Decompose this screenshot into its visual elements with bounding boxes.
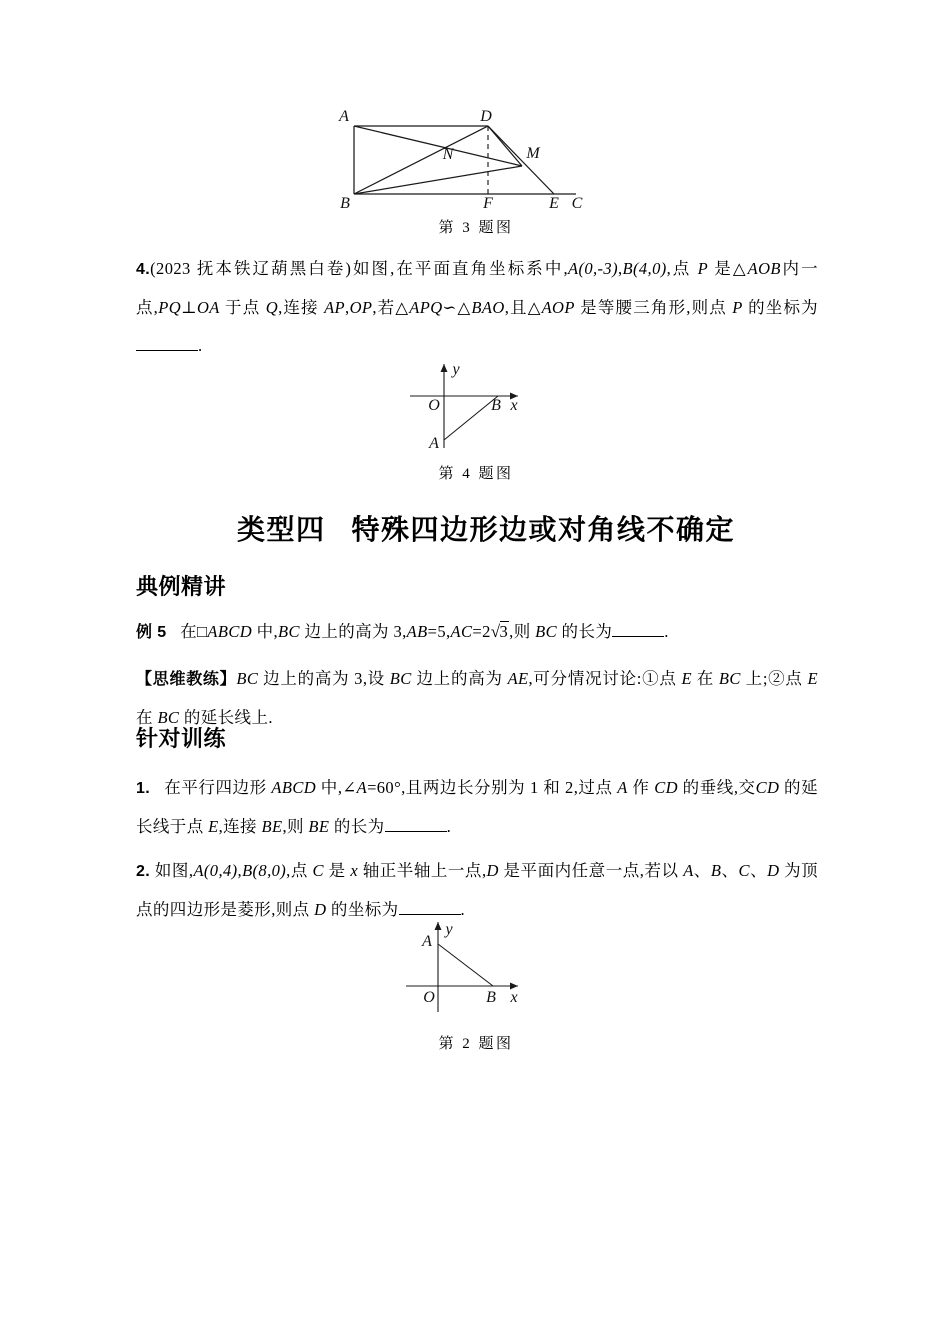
problem-1-ti: ,则: [282, 817, 309, 836]
example-5-radical: √3: [490, 622, 509, 641]
problem-4-line1b: 是△: [708, 259, 748, 278]
problem-2-c2: C: [738, 861, 750, 880]
problem-1-th: ,连接: [218, 817, 262, 836]
problem-2-a: A: [683, 861, 694, 880]
coach-j: 上;: [740, 669, 768, 688]
problem-4-text: [136, 250, 818, 365]
figure-2-label-A: A: [422, 933, 432, 950]
coach-n: BC: [157, 708, 180, 727]
problem-2-ta: 如图,: [154, 861, 194, 880]
figure-2-label-B: B: [486, 989, 496, 1006]
problem-4-line2c: ,连接: [278, 298, 325, 317]
figure-4-label-O: O: [428, 397, 440, 414]
coach-e: AE: [507, 669, 529, 688]
example-5-eq2: =2: [472, 622, 491, 641]
problem-4-line2f: 是等腰三角形,则: [574, 298, 710, 317]
problem-2-tc: 是: [323, 861, 351, 880]
problem-1-be2: BE: [308, 817, 330, 836]
problem-2-period: .: [460, 900, 466, 919]
figure-4-label-y: y: [452, 361, 460, 378]
figure-4-caption: 第 4 题图: [438, 466, 514, 482]
example-5-radicand: 3: [499, 622, 509, 641]
coach-h: 在: [691, 669, 719, 688]
figure-2-svg: [386, 912, 566, 1024]
problem-1-be1: BE: [261, 817, 283, 836]
problem-2-tb: ,点: [286, 861, 313, 880]
problem-4-aop: AOP: [541, 298, 575, 317]
problem-1-tj: 的长为: [329, 817, 385, 836]
problem-2-tk: 的坐标为: [326, 900, 399, 919]
problem-4-apq: APQ: [409, 298, 443, 317]
figure-3-label-M: M: [526, 145, 540, 162]
problem-1-tg: 的延长线于点: [136, 778, 818, 836]
problem-1-text: [136, 769, 818, 846]
figure-3: [136, 104, 816, 237]
problem-4-period: .: [198, 336, 203, 355]
problem-2-point-a: A(0,4): [193, 861, 238, 880]
figure-4-label-B: B: [491, 397, 501, 414]
figure-3-svg: [326, 104, 626, 214]
problem-4-pq: PQ: [158, 298, 182, 317]
problem-4-sep1: ,: [617, 259, 623, 278]
problem-4-oa: OA: [196, 298, 220, 317]
figure-2-label-O: O: [423, 989, 435, 1006]
example-5-text-e: 的长为: [557, 622, 613, 641]
example-5-answer-blank[interactable]: [612, 636, 664, 637]
figure-4-label-A: A: [429, 435, 439, 452]
problem-4-sep2: ,点: [666, 259, 698, 278]
problem-2-point-b: B(8,0): [242, 861, 287, 880]
figure-3-label-D: D: [480, 108, 492, 125]
problem-4-answer-blank[interactable]: [136, 350, 198, 351]
problem-1-answer-blank[interactable]: [385, 831, 447, 832]
problem-2-d: D: [486, 861, 499, 880]
problem-1-td: 作: [627, 778, 655, 797]
coach-m: 在: [136, 708, 158, 727]
problem-4-line2d: ,若△: [372, 298, 410, 317]
figure-2-label-y: y: [445, 921, 453, 938]
problem-1-cd2: CD: [755, 778, 780, 797]
zhendui-section: [136, 722, 818, 929]
problem-2-c: C: [312, 861, 324, 880]
problem-2-b: B: [710, 861, 722, 880]
problem-4-number: 4.: [136, 261, 151, 278]
example-5-text-d: ,则: [509, 622, 536, 641]
type-heading-label: 类型四: [236, 514, 326, 545]
problem-4-q-label: Q: [265, 298, 279, 317]
problem-2-sep1: ,: [237, 861, 243, 880]
problem-2-td: 轴正半轴上一点,: [358, 861, 487, 880]
example-5-text: [136, 613, 818, 652]
dianli-section: [136, 570, 818, 737]
problem-4: [136, 250, 818, 365]
coach-c: BC: [389, 669, 412, 688]
problem-1-te: 的垂线,交: [677, 778, 756, 797]
problem-2-d3: D: [314, 900, 327, 919]
type-heading-title: 特殊四边形边或对角线不确定: [351, 514, 736, 545]
problem-4-point-a: A(0,-3): [567, 259, 618, 278]
coach-f: ,可分情况讨论:①点: [528, 669, 682, 688]
coach-i: BC: [718, 669, 741, 688]
figure-2: [136, 912, 816, 1053]
problem-4-p2-label: P: [732, 298, 743, 317]
example-5-abcd: ABCD: [207, 622, 253, 641]
problem-2-tg: 、: [721, 861, 739, 880]
coach-o: 的延长线上.: [179, 708, 273, 727]
example-5-period: .: [664, 622, 669, 641]
problem-1-tb: 中,∠: [316, 778, 357, 797]
type-heading: [136, 508, 816, 548]
problem-1-tc: =60°,且两边长分别为 1 和 2,过点: [367, 778, 618, 797]
coach-k: ②点: [767, 669, 808, 688]
problem-1-period: .: [446, 817, 452, 836]
example-5-bc1: BC: [278, 622, 300, 641]
zhendui-heading: 针对训练: [136, 726, 227, 751]
example-5-eq1: =5,: [427, 622, 451, 641]
figure-3-label-C: C: [571, 195, 583, 212]
problem-1-abcd: ABCD: [271, 778, 317, 797]
type-heading-row: [136, 508, 816, 548]
problem-4-source: (2023 抚本铁辽葫黑白卷): [150, 259, 352, 278]
example-5-ac: AC: [450, 622, 473, 641]
problem-4-perp-icon: ⊥: [181, 298, 197, 317]
example-5-text-c: 边上的高为 3,: [299, 622, 407, 641]
example-5-ab: AB: [406, 622, 428, 641]
figure-3-label-A: A: [339, 108, 349, 125]
figure-3-label-E: E: [549, 195, 559, 212]
problem-2-d2: D: [767, 861, 780, 880]
problem-2-x: x: [350, 861, 359, 880]
problem-2-te: 是平面内任意一点,若以: [498, 861, 684, 880]
problem-4-line2e: ,且△: [504, 298, 542, 317]
problem-1-e: E: [208, 817, 219, 836]
coach-l: E: [807, 669, 818, 688]
figure-4-svg: [386, 352, 566, 460]
figure-3-label-B: B: [340, 195, 350, 212]
problem-1-a2: A: [617, 778, 628, 797]
coach-label: 【思维教练】: [136, 671, 237, 688]
problem-2-number: 2.: [136, 863, 151, 880]
problem-4-line2a: 内一点,: [136, 259, 819, 317]
problem-2-tf: 、: [693, 861, 711, 880]
problem-4-ap: AP: [324, 298, 346, 317]
figure-3-label-N: N: [442, 146, 454, 163]
problem-4-comma1: ,: [345, 298, 350, 317]
problem-4-point-b: B(4,0): [622, 259, 667, 278]
figure-2-caption: 第 2 题图: [438, 1036, 514, 1052]
problem-4-op: OP: [349, 298, 373, 317]
problem-4-triangle-icon: △: [456, 298, 472, 317]
figure-3-label-F: F: [483, 195, 493, 212]
coach-b: 边上的高为 3,设: [258, 669, 390, 688]
problem-4-line1a: 如图,在平面直角坐标系中,: [351, 259, 568, 278]
example-5-bc2: BC: [535, 622, 558, 641]
coach-g: E: [681, 669, 692, 688]
problem-4-line3b: 的坐标为: [742, 298, 819, 317]
problem-4-line3a: 点: [709, 298, 733, 317]
problem-4-p-label: P: [697, 259, 709, 278]
problem-1-angle-a: A: [356, 778, 368, 797]
problem-2-tj: 为顶点的四边形是菱形,则点: [136, 861, 819, 919]
figure-4-label-x: x: [510, 397, 518, 414]
figure-4: [136, 352, 816, 483]
problem-4-tri-aob: AOB: [747, 259, 781, 278]
coach-a: BC: [236, 669, 259, 688]
problem-4-bao: BAO: [471, 298, 505, 317]
problem-1-ta: 在平行四边形: [164, 778, 272, 797]
problem-4-similar-icon: ∽: [442, 298, 457, 317]
problem-1-number: 1.: [136, 780, 151, 797]
example-5-text-b: 中,: [252, 622, 279, 641]
example-5-text-a: 在□: [180, 622, 208, 641]
problem-4-line2b: 于点: [219, 298, 266, 317]
problem-1-cd1: CD: [654, 778, 678, 797]
coach-d: 边上的高为: [411, 669, 508, 688]
dianli-heading: 典例精讲: [136, 574, 227, 599]
problem-2-ti: 、: [749, 861, 768, 880]
figure-3-caption: 第 3 题图: [438, 220, 514, 236]
figure-2-label-x: x: [510, 989, 518, 1006]
example-5-label: 例 5: [136, 624, 167, 641]
